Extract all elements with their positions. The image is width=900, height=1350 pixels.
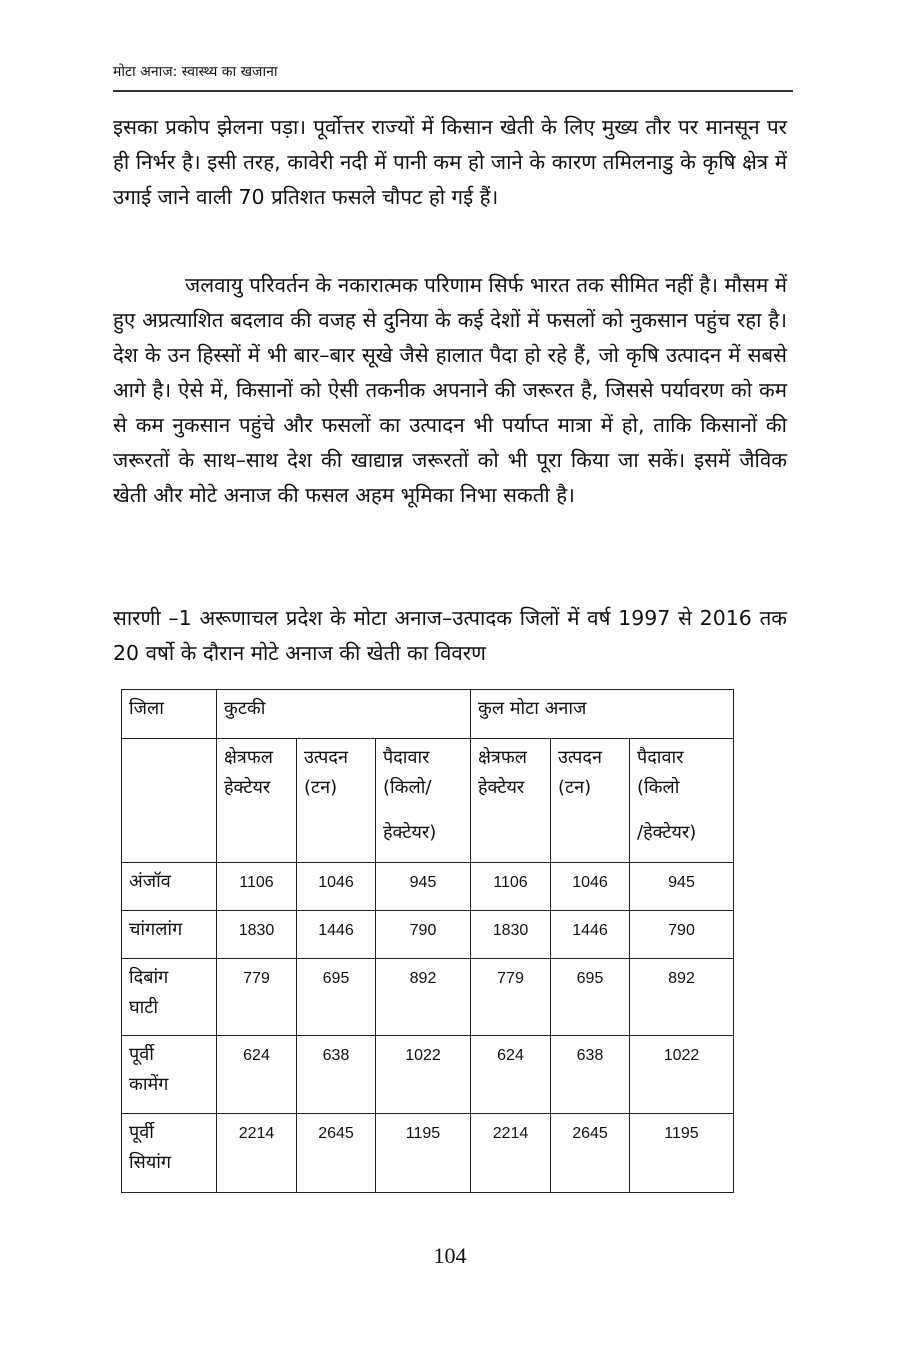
district-name-line2: कामेंग xyxy=(129,1074,169,1095)
col-prod-1 xyxy=(297,739,376,863)
table-row xyxy=(122,1114,734,1193)
table-row xyxy=(122,911,734,959)
col-label: उत्पदन xyxy=(304,747,348,768)
district-name: पूर्वी xyxy=(129,1044,154,1065)
group-header-total: कुल मोटा अनाज xyxy=(471,690,734,739)
value-cell: 695 xyxy=(297,959,376,1036)
value-cell: 945 xyxy=(630,863,734,911)
col-area-2 xyxy=(471,739,551,863)
value-cell: 695 xyxy=(551,959,630,1036)
value-cell: 1046 xyxy=(297,863,376,911)
value-cell: 1446 xyxy=(551,911,630,959)
district-name: पूर्वी xyxy=(129,1122,154,1143)
table-row xyxy=(122,1036,734,1114)
table-row xyxy=(122,863,734,911)
value-cell: 638 xyxy=(551,1036,630,1114)
value-cell: 1195 xyxy=(376,1114,471,1193)
district-name: दिबांग xyxy=(129,967,169,988)
table-caption: सारणी –1 अरूणाचल प्रदेश के मोटा अनाज–उत्पादक जिलों में वर्ष 1997 से 2016 तक 20 वर्षो के दौरान मोटे अनाज की खेती का विवरण xyxy=(113,606,787,665)
district-cell xyxy=(122,959,217,1036)
value-cell: 624 xyxy=(471,1036,551,1114)
millet-table xyxy=(121,689,734,1193)
value-cell: 1830 xyxy=(217,911,297,959)
page-number: 104 xyxy=(433,1243,467,1268)
value-cell: 638 xyxy=(297,1036,376,1114)
value-cell: 1046 xyxy=(551,863,630,911)
value-cell: 892 xyxy=(376,959,471,1036)
value-cell: 1446 xyxy=(297,911,376,959)
running-header: मोटा अनाज: स्वास्थ्य का खजाना xyxy=(113,64,278,80)
district-cell xyxy=(122,911,217,959)
col-prod-2 xyxy=(551,739,630,863)
col-label: /हेक्टेयर) xyxy=(637,822,697,843)
district-name: अंजॉव xyxy=(129,871,171,892)
col-label: पैदावार xyxy=(383,747,430,768)
value-cell: 1106 xyxy=(217,863,297,911)
value-cell: 1106 xyxy=(471,863,551,911)
col-label: हेक्टेयर xyxy=(478,777,525,798)
value-cell: 624 xyxy=(217,1036,297,1114)
value-cell: 779 xyxy=(217,959,297,1036)
value-cell: 1022 xyxy=(630,1036,734,1114)
district-name-line2: सियांग xyxy=(129,1152,172,1173)
value-cell: 2645 xyxy=(297,1114,376,1193)
district-cell xyxy=(122,863,217,911)
col-yield-2 xyxy=(630,739,734,863)
col-label: (किलो xyxy=(637,777,680,798)
value-cell: 2214 xyxy=(471,1114,551,1193)
table-row xyxy=(122,959,734,1036)
value-cell: 892 xyxy=(630,959,734,1036)
value-cell: 1022 xyxy=(376,1036,471,1114)
value-cell: 790 xyxy=(630,911,734,959)
district-name-line2: घाटी xyxy=(129,997,159,1018)
col-label: (टन) xyxy=(304,777,338,798)
value-cell: 779 xyxy=(471,959,551,1036)
col-area-1 xyxy=(217,739,297,863)
col-label: पैदावार xyxy=(637,747,684,768)
header-rule xyxy=(113,90,793,92)
district-cell xyxy=(122,1114,217,1193)
col-label: क्षेत्रफल xyxy=(478,747,527,768)
value-cell: 2645 xyxy=(551,1114,630,1193)
paragraph-1: इसका प्रकोप झेलना पड़ा। पूर्वोत्तर राज्यों में किसान खेती के लिए मुख्य तौर पर मानसून पर ही निर्भर है। इसी तरह, कावेरी नदी में पानी कम हो जाने के कारण तमिलनाडु के कृषि क्षेत्र में उगाई जाने वाली 70 प्रतिशत फसले चौपट हो गई हैं। xyxy=(113,115,787,209)
value-cell: 1195 xyxy=(630,1114,734,1193)
col-label: (किलो/ xyxy=(383,777,432,798)
district-cell xyxy=(122,1036,217,1114)
col-label: हेक्टेयर xyxy=(224,777,271,798)
value-cell: 1830 xyxy=(471,911,551,959)
col-label: हेक्टेयर) xyxy=(383,822,437,843)
paragraph-2: जलवायु परिवर्तन के नकारात्मक परिणाम सिर्फ भारत तक सीमित नहीं है। मौसम में हुए अप्रत्याशित बदलाव की वजह से दुनिया के कई देशों में फसलों को नुकसान पहुंच रहा है। देश के उन हिस्सों में भी बार–बार सूखे जैसे हालात पैदा हो रहे हैं, जो कृषि उत्पादन में सबसे आगे है। ऐसे में, किसानों को ऐसी तकनीक अपनाने की जरूरत है, जिससे पर्यावरण को कम से कम नुकसान पहुंचे और फसलों का उत्पादन भी पर्याप्त मात्रा में हो, ताकि किसानों की जरूरतों के साथ–साथ देश की खाद्यान्न जरूरतों को भी पूरा किया जा सकें। इसमें जैविक खेती और मोटे अनाज की फसल अहम भूमिका निभा सकती है। xyxy=(113,273,787,507)
col-label: (टन) xyxy=(558,777,592,798)
value-cell: 790 xyxy=(376,911,471,959)
value-cell: 945 xyxy=(376,863,471,911)
col-label: उत्पदन xyxy=(558,747,602,768)
district-name: चांगलांग xyxy=(129,919,183,940)
col-yield-1 xyxy=(376,739,471,863)
group-header-kutki: कुटकी xyxy=(217,690,471,739)
district-header: जिला xyxy=(122,690,217,739)
value-cell: 2214 xyxy=(217,1114,297,1193)
empty-cell xyxy=(122,739,217,863)
col-label: क्षेत्रफल xyxy=(224,747,273,768)
